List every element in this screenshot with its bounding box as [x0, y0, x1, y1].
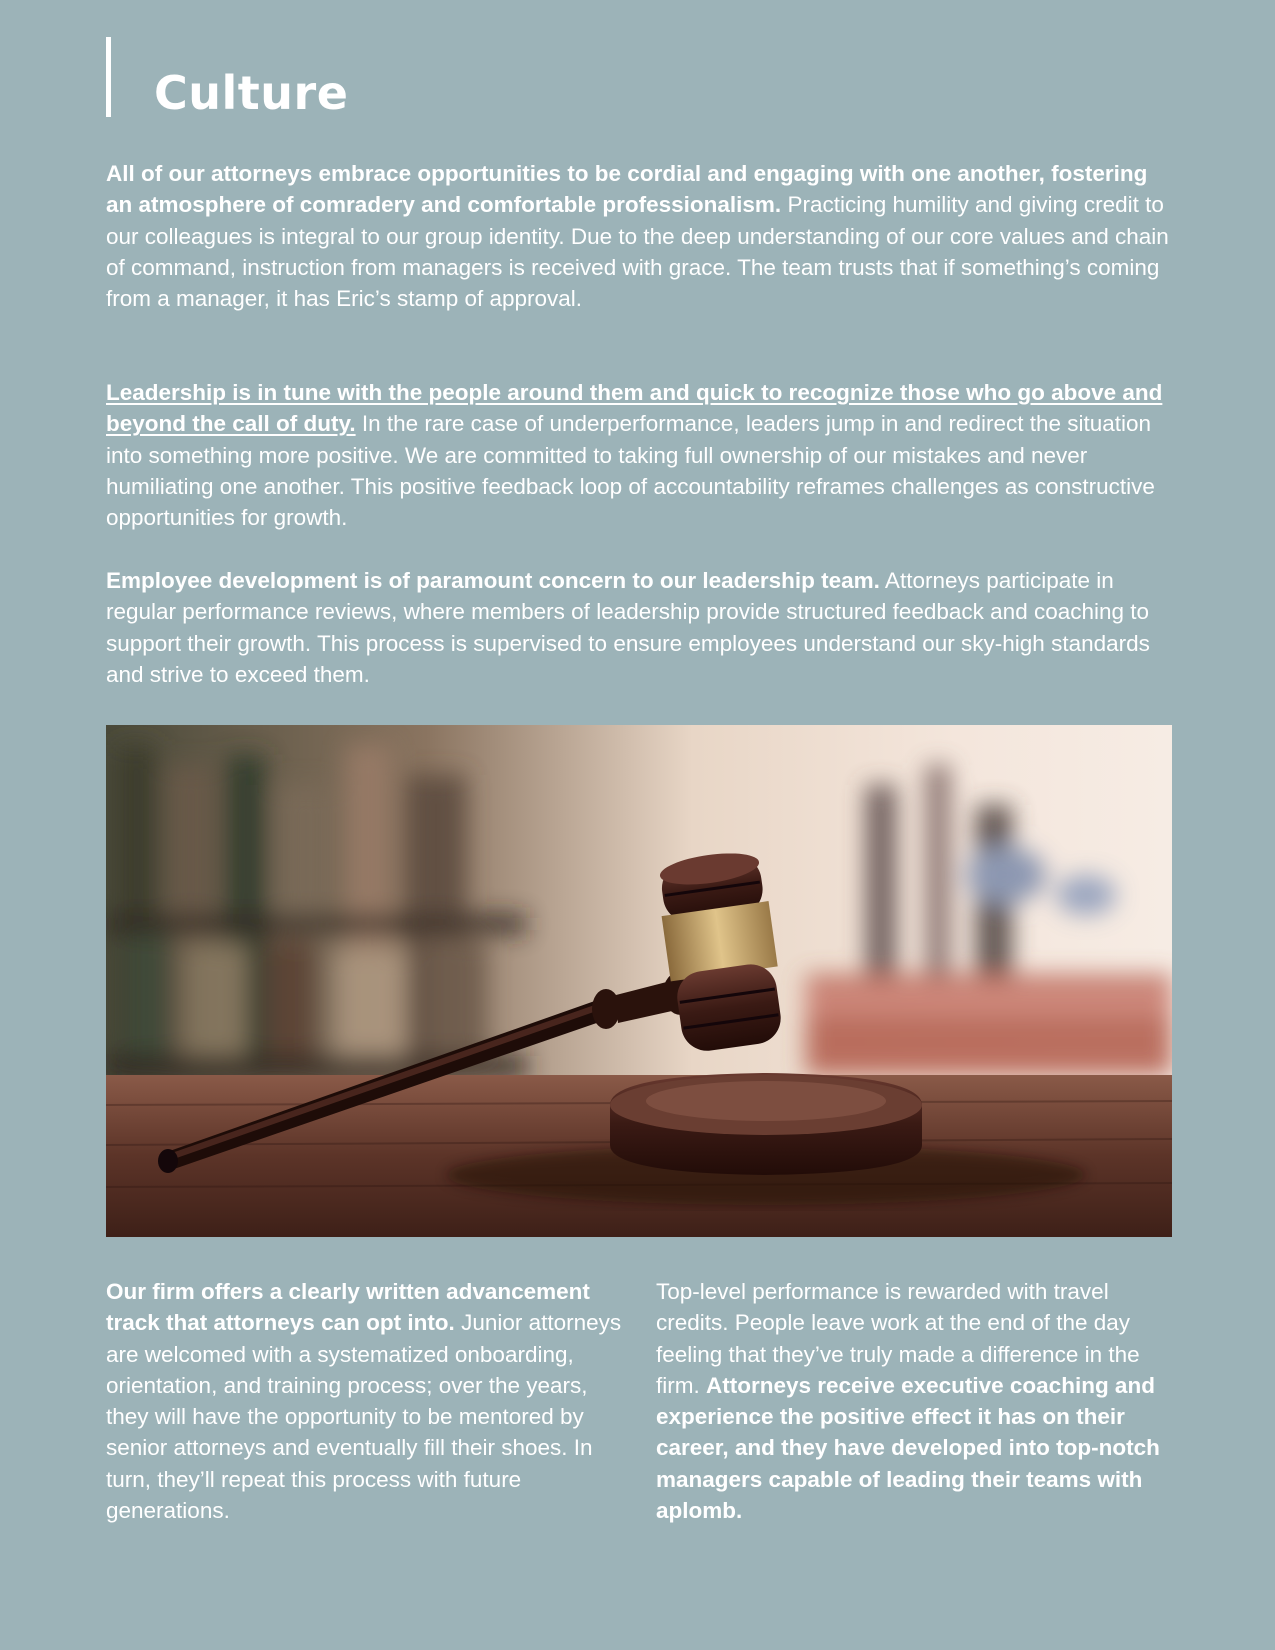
paragraph-2-lead-underlined: Leadership is in tune with the people around them and quick to recognize those who go above and beyond the call of duty. [106, 380, 1163, 437]
culture-paragraph-3 [106, 565, 1170, 690]
advancement-column [106, 1276, 622, 1526]
title-accent-bar [106, 37, 111, 117]
paragraph-1-lead: All of our attorneys embrace opportunities to be cordial and engaging with one another, fostering an atmosphere of comradery and comfortable professionalism. [106, 161, 1148, 218]
rewards-body: Top-level performance is rewarded with travel credits. People leave work at the end of the day feeling that they’ve truly made a difference in the firm. [656, 1279, 1140, 1398]
rewards-column [656, 1276, 1168, 1526]
culture-paragraph-2 [106, 377, 1170, 533]
page-title: Culture [154, 66, 349, 120]
rewards-lead: Attorneys receive executive coaching and experience the positive effect it has on their career, and they have developed into top-notch managers capable of leading their teams with aplomb. [656, 1372, 1160, 1524]
gavel-photo [106, 725, 1172, 1237]
advancement-body: Junior attorneys are welcomed with a systematized onboarding, orientation, and training process; over the years, they will have the opportunity to be mentored by senior attorneys and eventually fill their shoes. In turn, they’ll repeat this process with future generations. [106, 1310, 622, 1524]
paragraph-3-lead: Employee development is of paramount concern to our leadership team. [106, 568, 880, 593]
culture-paragraph-1 [106, 158, 1170, 314]
gavel-illustration [106, 725, 1172, 1237]
paragraph-3-body: Attorneys participate in regular performance reviews, where members of leadership provide structured feedback and coaching to support their growth. This process is supervised to ensure employees understand our sky-high standards and strive to exceed them. [106, 568, 1150, 687]
paragraph-2-body: In the rare case of underperformance, leaders jump in and redirect the situation into something more positive. We are committed to taking full ownership of our mistakes and never humiliating one another. This positive feedback loop of accountability reframes challenges as constructive opportunities for growth. [106, 411, 1155, 531]
advancement-lead: Our firm offers a clearly written advancement track that attorneys can opt into. [106, 1279, 590, 1336]
paragraph-1-body: Practicing humility and giving credit to our colleagues is integral to our group identity. Due to the deep understanding of our core values and chain of command, instruction from managers is received with grace. The team trusts that if something’s coming from a manager, it has Eric’s stamp of approval. [106, 192, 1169, 312]
